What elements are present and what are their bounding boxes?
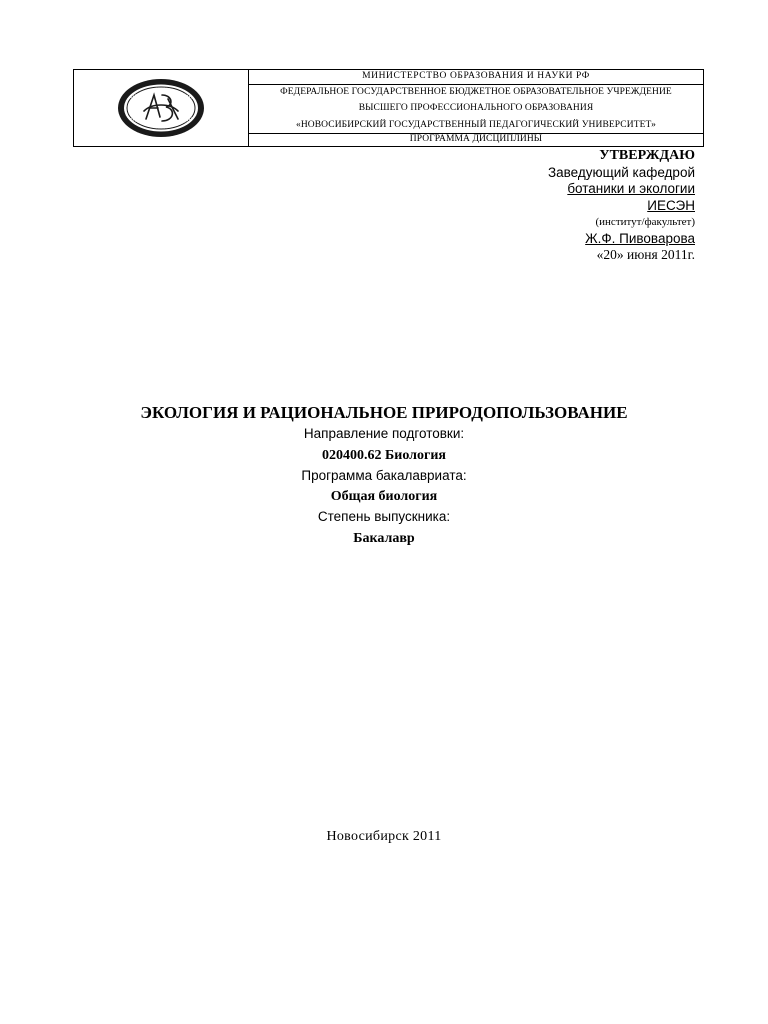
approval-heading: УТВЕРЖДАЮ (599, 148, 695, 163)
direction-label: Направление подготовки: (303, 426, 465, 441)
approval-institute-caption: (институт/факультет) (595, 216, 695, 228)
header-table (73, 69, 704, 147)
degree-label: Степень выпускника: (317, 509, 451, 524)
program-label: Программа бакалавриата: (301, 467, 467, 483)
ministry-name: МИНИСТЕРСТВО ОБРАЗОВАНИЯ И НАУКИ РФ (362, 71, 590, 82)
university-seal-icon (116, 77, 206, 139)
city-year: Новосибирск 2011 (326, 829, 442, 844)
institution-line-3: «НОВОСИБИРСКИЙ ГОСУДАРСТВЕННЫЙ ПЕДАГОГИЧЕСКИЙ УНИВЕРСИТЕТ» (295, 119, 657, 130)
header-text-cell (249, 70, 703, 146)
direction-value: 020400.62 Биология (322, 447, 446, 463)
doc-type: ПРОГРАММА ДИСЦИПЛИНЫ (409, 134, 543, 145)
approval-department: ботаники и экологии (567, 181, 695, 196)
institution-row (249, 85, 703, 134)
ministry-row (249, 70, 703, 85)
discipline-block (0, 402, 768, 549)
doc-type-row (249, 134, 703, 146)
discipline-title: ЭКОЛОГИЯ И РАЦИОНАЛЬНОЕ ПРИРОДОПОЛЬЗОВАНИЕ (140, 403, 628, 422)
approval-institute: ИЕСЭН (647, 197, 695, 213)
approval-block (548, 148, 695, 264)
degree-value: Бакалавр (353, 530, 415, 546)
approval-name: Ж.Ф. Пивоварова (585, 230, 695, 246)
approval-position: Заведующий кафедрой (547, 164, 695, 180)
logo-cell (74, 70, 249, 146)
program-value: Общая биология (330, 489, 438, 504)
approval-date: «20» июня 2011г. (596, 247, 695, 262)
institution-line-2: ВЫСШЕГО ПРОФЕССИОНАЛЬНОГО ОБРАЗОВАНИЯ (358, 103, 594, 114)
institution-line-1: ФЕДЕРАЛЬНОЕ ГОСУДАРСТВЕННОЕ БЮДЖЕТНОЕ ОБРАЗОВАТЕЛЬНОЕ УЧРЕЖДЕНИЕ (280, 86, 672, 97)
